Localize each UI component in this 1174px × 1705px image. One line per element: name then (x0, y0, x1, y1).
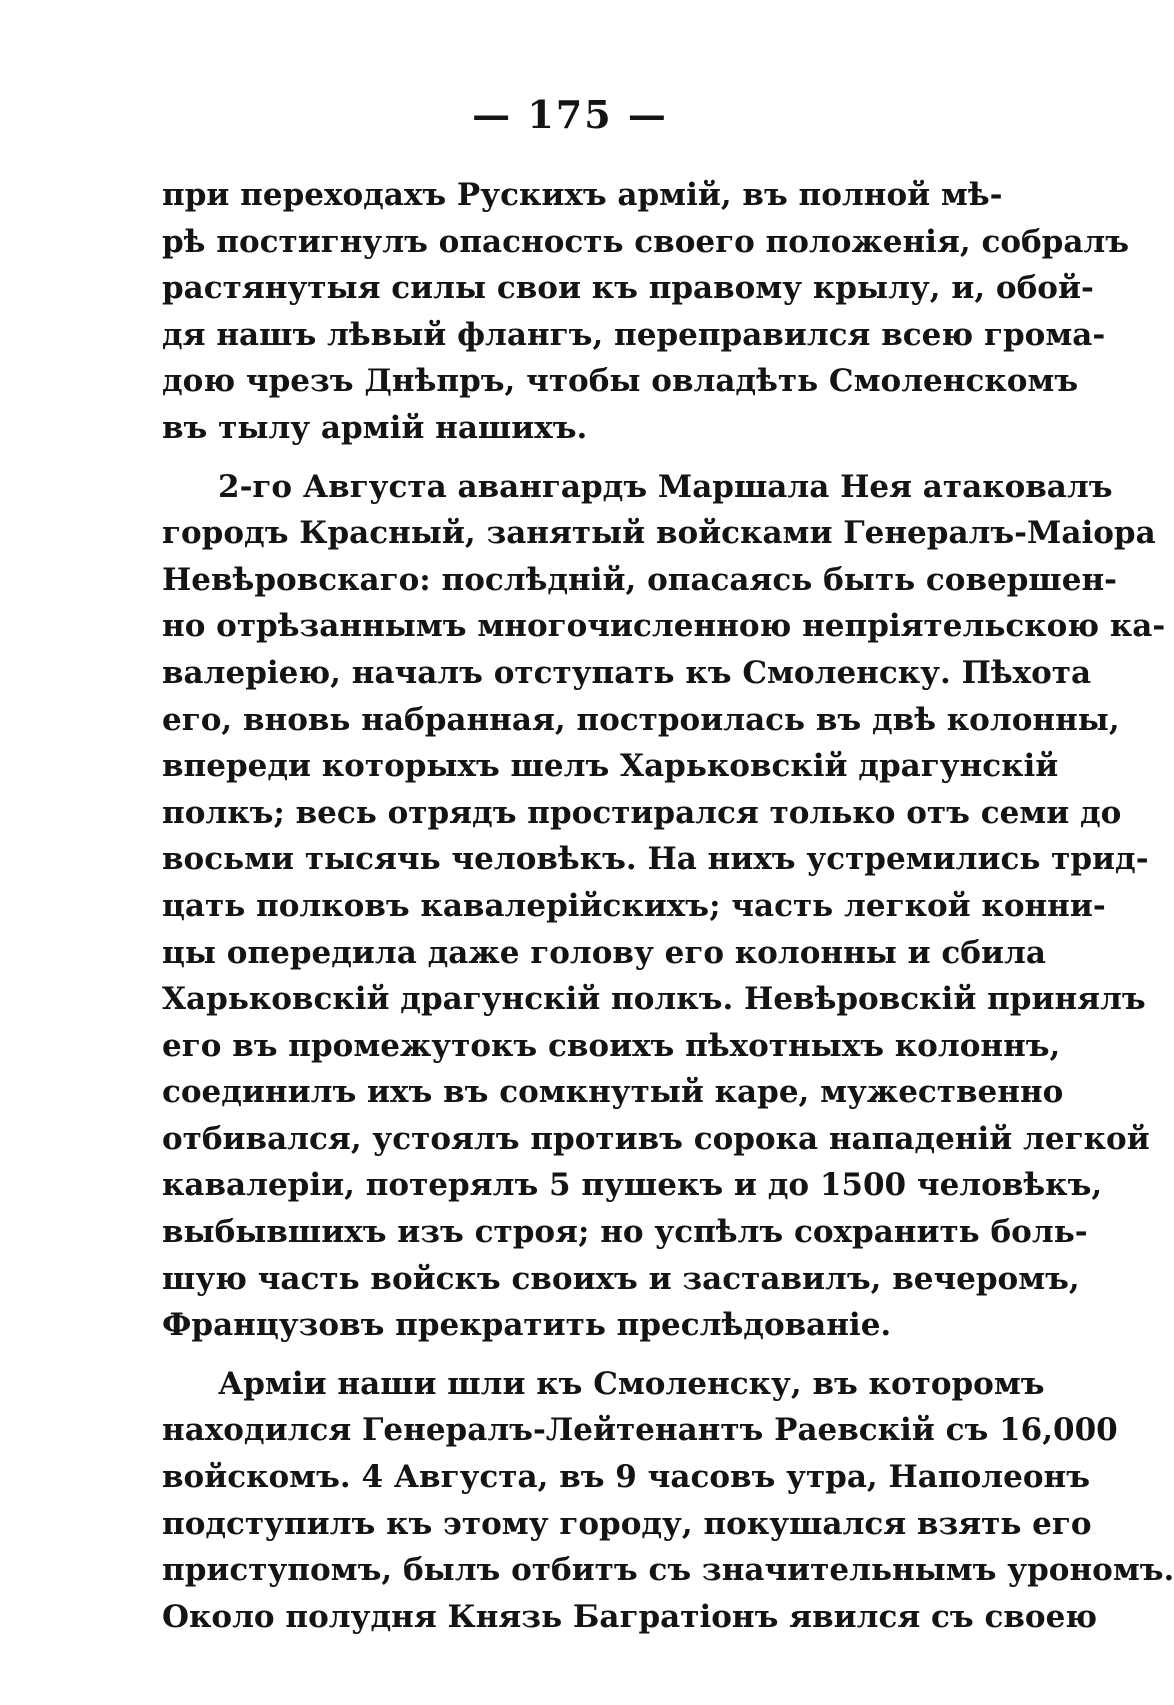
text-line: валеріею, началъ отступать къ Смоленску. Пѣхота (162, 654, 1092, 691)
text-line: цать полковъ кавалерійскихъ; часть легкой конни- (162, 887, 1106, 924)
text-line: Французовъ прекратить преслѣдованіе. (162, 1307, 892, 1344)
text-line: растянутыя силы свои къ правому крылу, и, обой- (162, 270, 1094, 307)
text-line: восьми тысячь человѣкъ. На нихъ устремились трид- (162, 841, 1149, 878)
paragraph-3 (162, 1361, 1174, 1641)
text-line: полкъ; весь отрядъ простирался только отъ семи до (162, 794, 1122, 831)
text-line: отбивался, устоялъ противъ сорока нападеній легкой (162, 1120, 1150, 1157)
page-number: — 175 — (472, 92, 668, 137)
text-line: дя нашъ лѣвый флангъ, переправился всею грома- (162, 316, 1106, 353)
text-line: приступомъ, былъ отбитъ съ значительнымъ урономъ. (162, 1552, 1174, 1589)
text-line: соединилъ ихъ въ сомкнутый каре, мужественно (162, 1074, 1064, 1111)
text-line: кавалеріи, потерялъ 5 пушекъ и до 1500 человѣкъ, (162, 1167, 1103, 1204)
text-line: его, вновь набранная, построилась въ двѣ колонны, (162, 701, 1120, 738)
body-text (162, 172, 1174, 1640)
text-line: впереди которыхъ шелъ Харьковскій драгунскій (162, 748, 1059, 785)
text-line: войскомъ. 4 Августа, въ 9 часовъ утра, Наполеонъ (162, 1459, 1090, 1496)
text-line: подступилъ къ этому городу, покушался взять его (162, 1505, 1092, 1542)
text-line: находился Генералъ-Лейтенантъ Раевскій съ 16,000 (162, 1412, 1118, 1449)
text-line: выбывшихъ изъ строя; но успѣлъ сохранить боль- (162, 1214, 1088, 1251)
text-line: въ тылу армій нашихъ. (162, 409, 588, 446)
paragraph-1 (162, 172, 1130, 452)
paragraph-2 (162, 464, 1166, 1349)
text-line: дою чрезъ Днѣпръ, чтобы овладѣть Смоленскомъ (162, 363, 1079, 400)
text-line: Харьковскій драгунскій полкъ. Невѣровскій принялъ (162, 981, 1146, 1018)
text-line: Арміи наши шли къ Смоленску, въ которомъ (218, 1365, 1045, 1402)
text-line: рѣ постигнулъ опасность своего положенія, собралъ (162, 223, 1130, 260)
text-line: шую часть войскъ своихъ и заставилъ, вечеромъ, (162, 1260, 1080, 1297)
text-line: 2-го Августа авангардъ Маршала Нея атаковалъ (218, 468, 1113, 505)
text-line: цы опередила даже голову его колонны и сбила (162, 934, 1046, 971)
text-line: при переходахъ Рускихъ армій, въ полной мѣ- (162, 177, 1003, 213)
text-line: городъ Красный, занятый войсками Генералъ-Маіора (162, 515, 1156, 552)
text-line: Невѣровскаго: послѣдній, опасаясь быть совершен- (162, 561, 1118, 598)
text-line: Около полудня Князь Багратіонъ явился съ своею (162, 1598, 1098, 1635)
text-line: но отрѣзаннымъ многочисленною непріятельскою ка- (162, 608, 1166, 645)
text-line: его въ промежутокъ своихъ пѣхотныхъ колоннъ, (162, 1027, 1061, 1064)
